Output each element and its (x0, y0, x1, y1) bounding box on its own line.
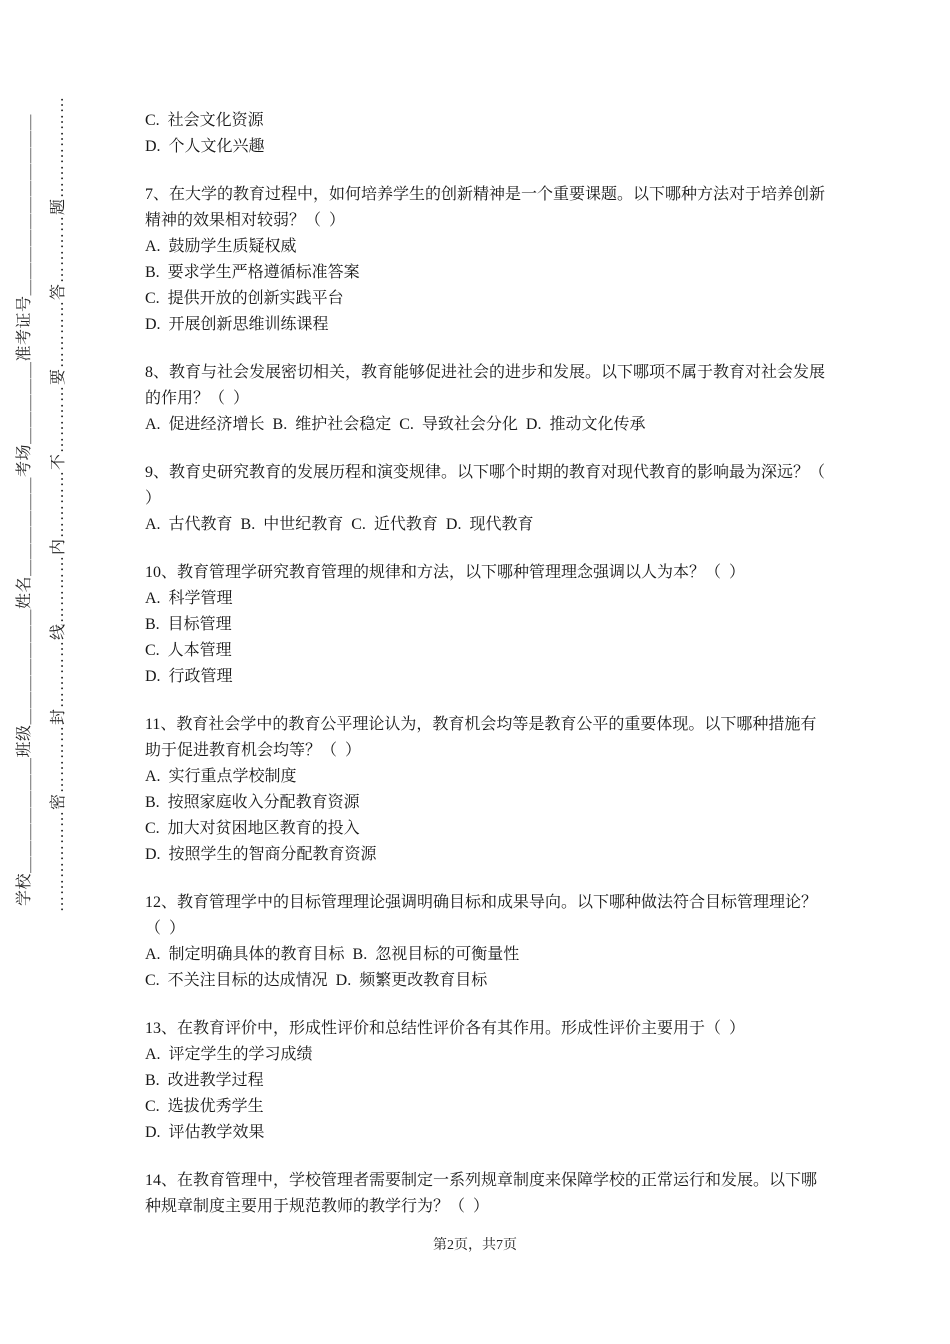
question-option: A. 实行重点学校制度 (145, 768, 297, 785)
question-block (145, 108, 827, 160)
question-stem: 12、教育管理学中的目标管理理论强调明确目标和成果导向。以下哪种做法符合目标管理理论？（ ） (145, 894, 818, 937)
question-option: A. 促进经济增长 B. 维护社会稳定 C. 导致社会分化 D. 推动文化传承 (145, 416, 646, 433)
question-block (145, 460, 834, 538)
question-option: C. 选拔优秀学生 (145, 1098, 264, 1115)
question-stem: 10、教育管理学研究教育管理的规律和方法，以下哪种管理理念强调以人为本？（ ） (145, 564, 746, 581)
question-block (145, 1016, 827, 1146)
question-option: A. 评定学生的学习成绩 (145, 1046, 313, 1063)
question-option: A. 制定明确具体的教育目标 B. 忽视目标的可衡量性 (145, 946, 520, 963)
question-stem: 13、在教育评价中，形成性评价和总结性评价各有其作用。形成性评价主要用于（ ） (145, 1020, 746, 1037)
question-stem: 7、在大学的教育过程中，如何培养学生的创新精神是一个重要课题。以下哪种方法对于培养创新精神的效果相对较弱？（ ） (145, 186, 826, 229)
question-block (145, 560, 827, 690)
question-option: B. 要求学生严格遵循标准答案 (145, 264, 360, 281)
question-block (145, 360, 827, 438)
question-option: D. 评估教学效果 (145, 1124, 265, 1141)
question-option: B. 目标管理 (145, 616, 232, 633)
question-option: B. 改进教学过程 (145, 1072, 264, 1089)
question-stem: 8、教育与社会发展密切相关，教育能够促进社会的进步和发展。以下哪项不属于教育对社会发展的作用？（ ） (145, 364, 826, 407)
question-option: D. 行政管理 (145, 668, 233, 685)
page-footer: 第2页，共7页 (433, 1238, 517, 1253)
question-option: B. 按照家庭收入分配教育资源 (145, 794, 360, 811)
exam-content (145, 108, 834, 1220)
question-option: C. 人本管理 (145, 642, 232, 659)
question-option: A. 鼓励学生质疑权威 (145, 238, 297, 255)
question-option: C. 不关注目标的达成情况 D. 频繁更改教育目标 (145, 972, 488, 989)
seal-dotted-line: ………………密…………封…………线…………内…………不…………要…………答…………题……………… (50, 95, 67, 912)
question-option: D. 个人文化兴趣 (145, 138, 265, 155)
seal-student-info-line: 学校＿＿＿＿＿＿＿班级＿＿＿＿＿＿＿姓名＿＿＿＿＿＿考场＿＿＿＿＿准考证号＿＿＿＿＿＿＿＿＿＿＿ (16, 113, 33, 906)
question-option: A. 古代教育 B. 中世纪教育 C. 近代教育 D. 现代教育 (145, 516, 534, 533)
question-block (145, 712, 827, 868)
question-option: D. 按照学生的智商分配教育资源 (145, 846, 377, 863)
question-stem: 14、在教育管理中，学校管理者需要制定一系列规章制度来保障学校的正常运行和发展。以下哪种规章制度主要用于规范教师的教学行为？（ ） (145, 1172, 818, 1215)
question-block (145, 182, 827, 338)
question-block (145, 890, 827, 994)
question-option: A. 科学管理 (145, 590, 233, 607)
question-option: C. 加大对贫困地区教育的投入 (145, 820, 360, 837)
question-option: D. 开展创新思维训练课程 (145, 316, 329, 333)
question-block (145, 1168, 827, 1220)
question-stem: 11、教育社会学中的教育公平理论认为，教育机会均等是教育公平的重要体现。以下哪种措施有助于促进教育机会均等？（ ） (145, 716, 817, 759)
question-option: C. 提供开放的创新实践平台 (145, 290, 344, 307)
question-stem: 9、教育史研究教育的发展历程和演变规律。以下哪个时期的教育对现代教育的影响最为深远？（ ） (145, 464, 834, 507)
question-option: C. 社会文化资源 (145, 112, 264, 129)
